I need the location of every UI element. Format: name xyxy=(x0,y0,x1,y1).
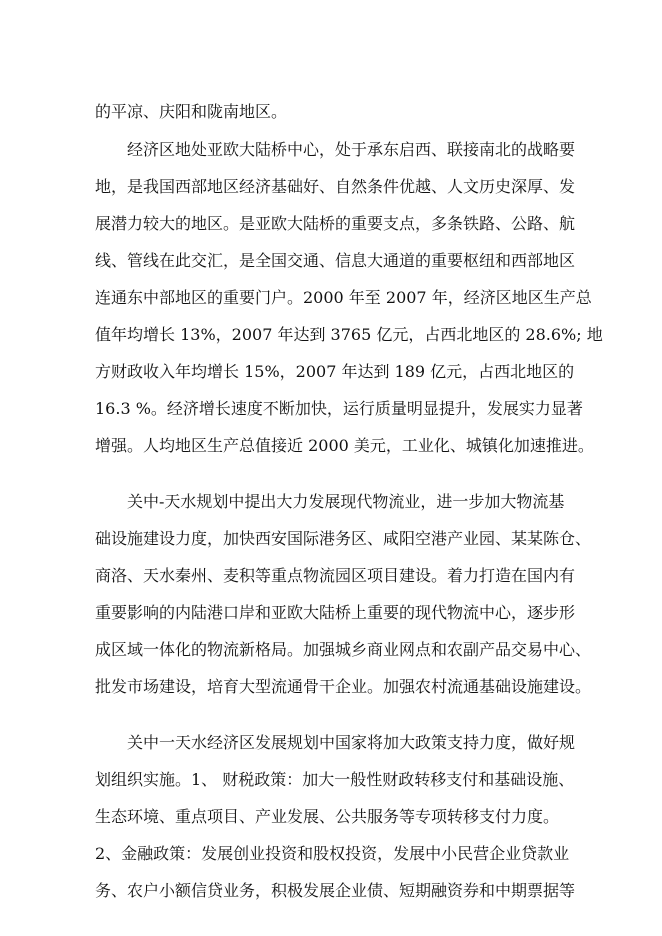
paragraph-3-line-6: 批发市场建设，培育大型流通骨干企业。加强农村流通基础设施建设。 xyxy=(95,677,592,696)
paragraph-2-line-1: 经济区地处亚欧大陆桥中心，处于承东启西、联接南北的战略要 xyxy=(127,140,576,159)
paragraph-2-line-6: 值年均增长 13%，2007 年达到 3765 亿元，占西北地区的 28.6%; 地 xyxy=(95,325,603,344)
paragraph-4-line-3: 生态环境、重点项目、产业发展、公共服务等专项转移支付力度。 xyxy=(95,807,560,826)
paragraph-3-line-4: 重要影响的内陆港口岸和亚欧大陆桥上重要的现代物流中心，逐步形 xyxy=(95,603,576,622)
paragraph-2-line-4: 线、管线在此交汇，是全国交通、信息大通道的重要枢纽和西部地区 xyxy=(95,251,576,270)
paragraph-4-line-4: 2、金融政策：发展创业投资和股权投资，发展中小民营企业贷款业 xyxy=(95,844,570,863)
paragraph-4-line-5: 务、农户小额信贷业务，积极发展企业债、短期融资券和中期票据等 xyxy=(95,881,576,900)
paragraph-3-line-5: 成区域一体化的物流新格局。加强城乡商业网点和农副产品交易中心、 xyxy=(95,640,592,659)
paragraph-3-line-2: 础设施建设力度，加快西安国际港务区、咸阳空港产业园、某某陈仓、 xyxy=(95,529,592,548)
paragraph-2-line-3: 展潜力较大的地区。是亚欧大陆桥的重要支点，多条铁路、公路、航 xyxy=(95,214,576,233)
paragraph-2-line-5: 连通东中部地区的重要门户。2000 年至 2007 年，经济区地区生产总 xyxy=(95,288,592,307)
paragraph-3-line-3: 商洛、天水秦州、麦积等重点物流园区项目建设。着力打造在国内有 xyxy=(95,566,576,585)
paragraph-2-line-7: 方财政收入年均增长 15%，2007 年达到 189 亿元，占西北地区的 xyxy=(95,362,575,381)
paragraph-2-line-8: 16.3 %。经济增长速度不断加快，运行质量明显提升，发展实力显著 xyxy=(95,399,583,418)
paragraph-3-line-1: 关中-天水规划中提出大力发展现代物流业，进一步加大物流基 xyxy=(127,492,565,511)
paragraph-4-line-1: 关中一天水经济区发展规划中国家将加大政策支持力度，做好规 xyxy=(127,733,576,752)
paragraph-1-line-1: 的平凉、庆阳和陇南地区。 xyxy=(95,102,288,121)
paragraph-2-line-9: 增强。人均地区生产总值接近 2000 美元，工业化、城镇化加速推进。 xyxy=(95,436,594,455)
paragraph-4-line-2: 划组织实施。1、 财税政策：加大一般性财政转移支付和基础设施、 xyxy=(95,770,575,789)
paragraph-2-line-2: 地，是我国西部地区经济基础好、自然条件优越、人文历史深厚、发 xyxy=(95,177,576,196)
